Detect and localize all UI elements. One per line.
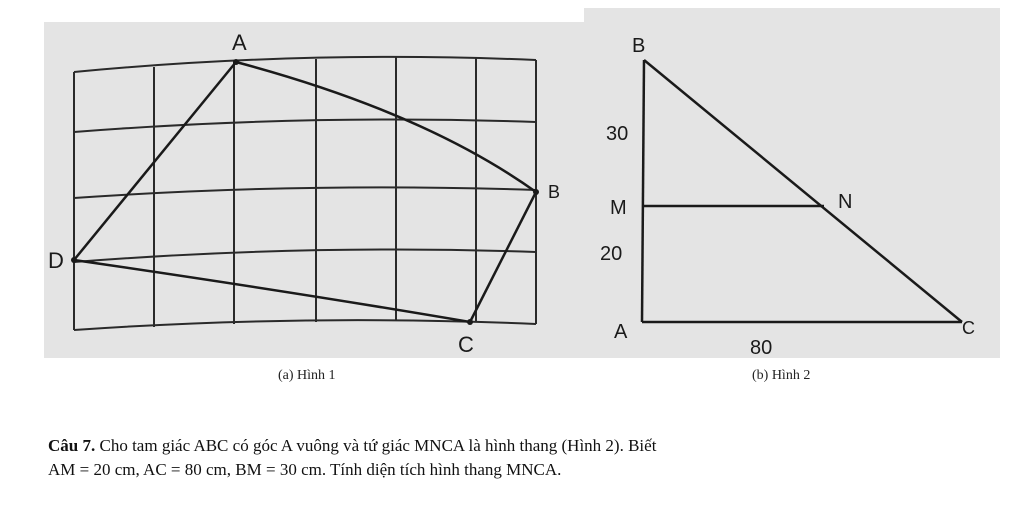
figure-1-caption: (a) Hình 1 bbox=[278, 368, 336, 383]
label-m: M bbox=[610, 197, 627, 219]
question-line-1-text: Cho tam giác ABC có góc A vuông và tứ giác MNCA là hình thang (Hình 2). Biết bbox=[95, 436, 657, 455]
point-a-dot bbox=[233, 59, 239, 65]
figure-2-drawing bbox=[584, 8, 1000, 358]
length-ac: 80 bbox=[750, 337, 773, 358]
figure-2-caption: (b) Hình 2 bbox=[752, 368, 811, 383]
point-c-dot bbox=[467, 319, 473, 325]
point-b-dot bbox=[533, 189, 539, 195]
figure-1-drawing bbox=[44, 22, 584, 358]
label-b: B bbox=[548, 182, 561, 202]
label-a: A bbox=[614, 321, 628, 343]
length-bm: 30 bbox=[606, 123, 629, 145]
question-line-2: AM = 20 cm, AC = 80 cm, BM = 30 cm. Tính diện tích hình thang MNCA. bbox=[48, 460, 562, 479]
figure-1-background bbox=[44, 22, 584, 358]
question-label: Câu 7. bbox=[48, 436, 96, 455]
label-c: C bbox=[458, 332, 474, 357]
label-n: N bbox=[838, 191, 853, 213]
length-am: 20 bbox=[600, 243, 623, 265]
question-text bbox=[48, 434, 978, 482]
question-line-1 bbox=[48, 434, 978, 458]
figure-2 bbox=[584, 8, 1000, 358]
label-b: B bbox=[632, 35, 646, 57]
label-a: A bbox=[232, 30, 247, 55]
figure-1 bbox=[44, 22, 584, 358]
label-d: D bbox=[48, 248, 64, 273]
label-c: C bbox=[962, 318, 975, 338]
point-d-dot bbox=[71, 257, 77, 263]
